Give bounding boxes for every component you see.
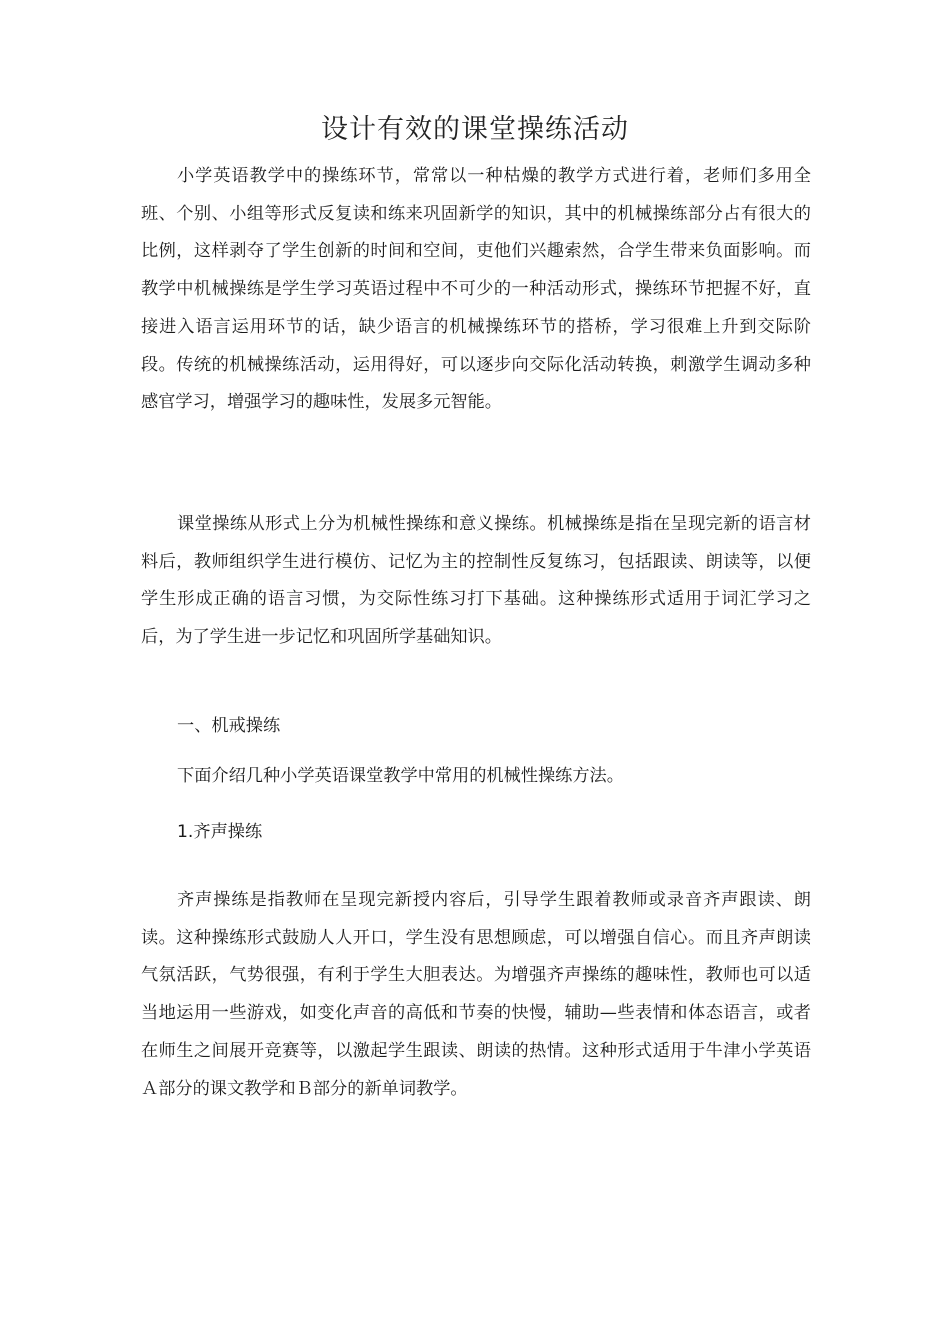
document-title: 设计有效的课堂操练活动 — [321, 114, 629, 145]
paragraph-chorus-drill: 齐声操练是指教师在呈现完新授内容后，引导学生跟着教师或录音齐声跟读、朗读。这种操练形式鼓励人人开口，学生没有思想顾虑，可以增强自信心。而且齐声朗读气氛活跃，气势很强，有利于学生大胆表达。为增强齐声操练的趣味性，教师也可以适当地运用一些游戏，如变化声音的高低和节奏的快慢，辅助—些表情和体态语言，或者在师生之间展开竞赛等，以激起学生跟读、朗读的热情。这种形式适用于牛津小学英语Ａ部分的课文教学和Ｂ部分的新单词教学。 — [141, 890, 811, 1099]
subsection-heading-chorus-drill: 1.齐声操练 — [177, 822, 263, 842]
paragraph-methods-intro: 下面介绍几种小学英语课堂教学中常用的机械性操练方法。 — [177, 766, 624, 786]
paragraph-mechanical-drill-overview: 小学英语教学中的操练环节，常常以一种枯燥的教学方式进行着，老师们多用全班、个别、小组等形式反复读和练来巩固新学的知识，其中的机械操练部分占有很大的比例，这样剥夺了学生创新的时间和空间，吏他们兴趣索然，合学生带来负面影响。而教学中机械操练是学生学习英语过程中不可少的一种活动形式，操练环节把握不好，直接进入语言运用环节的话，缺少语言的机械操练环节的搭桥，学习很难上升到交际阶段。传统的机械操练活动，运用得好，可以逐步向交际化活动转换，刺激学生调动多种感官学习，增强学习的趣味性，发展多元智能。 — [141, 166, 811, 413]
section-heading-mechanical-drill: 一、机戒操练 — [177, 716, 281, 736]
paragraph-drill-types: 课堂操练从形式上分为机械性操练和意义操练。机械操练是指在呈现完新的语言材料后，教师组织学生进行模仿、记忆为主的控制性反复练习，包括跟读、朗读等，以便学生形成正确的语言习惯，为交际性练习打下基础。这种操练形式适用于词汇学习之后，为了学生进一步记忆和巩固所学基础知识。 — [141, 514, 811, 648]
